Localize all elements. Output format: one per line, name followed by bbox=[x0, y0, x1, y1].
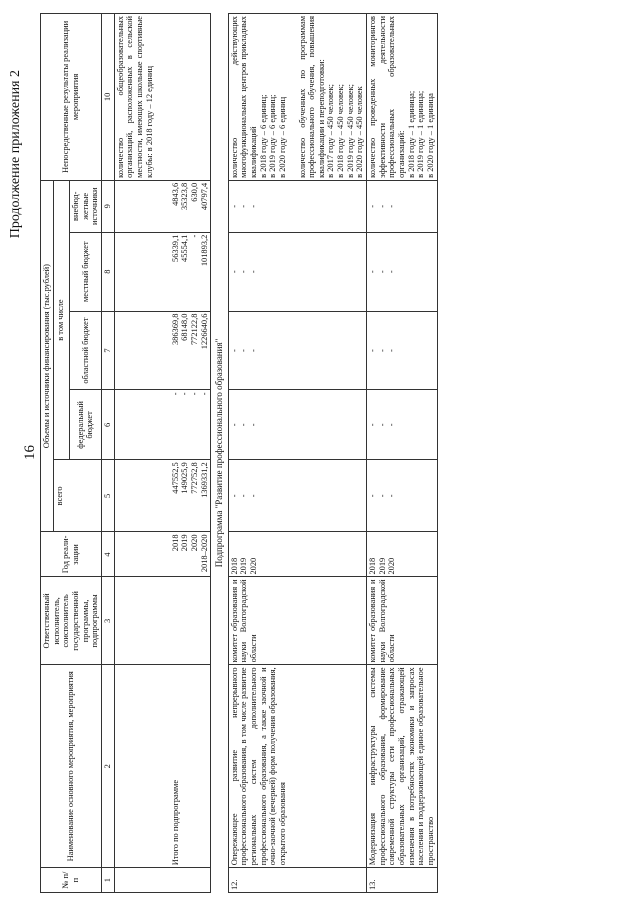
result-line: в 2019 году – 6 единиц; bbox=[268, 94, 278, 178]
subtotal-year: 2018 bbox=[170, 534, 180, 552]
subtotal-regional: 386369,8 bbox=[170, 313, 180, 345]
col-number: 8 bbox=[101, 232, 114, 311]
subtotal-extrabudget: 35323,8 bbox=[180, 182, 190, 211]
federal-value: - bbox=[368, 423, 378, 427]
federal-value: - bbox=[387, 423, 397, 427]
col-number: 4 bbox=[101, 532, 114, 577]
col-number: 5 bbox=[101, 460, 114, 532]
extrabudget-value: - bbox=[387, 204, 397, 208]
result-line: в 2020 году – 450 человек bbox=[355, 86, 365, 178]
federal-value: - bbox=[248, 423, 258, 427]
result-line: количество действующих многофункциональных центров прикладных квалификаций bbox=[229, 16, 258, 178]
result-line: в 2018 году – 1 единица; bbox=[406, 90, 416, 178]
column-numbers-row bbox=[101, 14, 114, 893]
col-number: 3 bbox=[101, 577, 114, 665]
activity-name: Опережающее развитие непрерывного профессионального образования, в том числе развитие региональных систем дополнительного профессионального образования, а также заочной и очно-заочной (вечерней) форм получения образования, открытого образования bbox=[228, 665, 367, 868]
subtotal-local: - bbox=[189, 234, 199, 238]
result-line: в 2018 году – 450 человек; bbox=[336, 83, 346, 178]
subtotal-regional: 772122,8 bbox=[189, 313, 199, 345]
extrabudget-value: - bbox=[239, 204, 249, 208]
responsible-executor: комитет образования и науки Волгоградской области bbox=[367, 577, 438, 665]
extrabudget-value: - bbox=[248, 204, 258, 208]
subtotal-local: 45554,1 bbox=[180, 234, 190, 262]
subtotal-federal: - bbox=[189, 392, 199, 396]
result-line: в 2020 году – 6 единиц bbox=[277, 96, 287, 178]
col-number: 2 bbox=[101, 665, 114, 868]
header-including: в том числе bbox=[53, 180, 69, 459]
regional-value: - bbox=[368, 349, 378, 352]
subprogram-title: Подпрограмма "Развитие профессионального образования" bbox=[211, 14, 228, 893]
header-responsible: Ответственный исполнитель, соисполнитель государственной программы, подпрограммы bbox=[41, 577, 102, 665]
page-number: 16 bbox=[22, 445, 38, 460]
subtotal-extrabudget: 4843,6 bbox=[170, 182, 180, 206]
extrabudget-value: - bbox=[229, 204, 239, 208]
result-line: количество проведенных мониторингов эффективности деятельности профессиональных образовательных организаций: bbox=[368, 16, 407, 178]
local-value: - bbox=[387, 270, 397, 274]
header-extrabudget: внебюд-жетные источники bbox=[69, 180, 101, 232]
header-name: Наименование основного мероприятия, мероприятия bbox=[41, 665, 102, 868]
subtotal-extrabudget: 40797,4 bbox=[199, 182, 209, 211]
col-number: 1 bbox=[101, 868, 114, 893]
subtotal-year: 2020 bbox=[189, 534, 199, 552]
subtotal-total: 1369331,2 bbox=[199, 462, 209, 498]
col-number: 6 bbox=[101, 390, 114, 460]
year-value: 2019 bbox=[239, 557, 249, 575]
header-result: Непосредственные результаты реализации мероприятия bbox=[41, 14, 102, 181]
total-value: - bbox=[248, 494, 258, 498]
subtotal-local: 101893,2 bbox=[199, 234, 209, 267]
result-line: в 2017 году – 450 человек; bbox=[326, 83, 336, 178]
local-value: - bbox=[368, 270, 378, 274]
subtotal-year: 2018–2020 bbox=[199, 534, 209, 573]
local-value: - bbox=[239, 270, 249, 274]
header-no: № п/п bbox=[41, 868, 102, 893]
subtotal-extrabudget: 630,0 bbox=[189, 182, 199, 202]
header-federal: федеральный бюджет bbox=[69, 390, 101, 460]
subtotal-regional: 1226640,6 bbox=[199, 313, 209, 350]
regional-value: - bbox=[248, 349, 258, 352]
table-row bbox=[228, 14, 367, 893]
header-regional: областной бюджет bbox=[69, 311, 101, 390]
total-value: - bbox=[239, 494, 249, 498]
total-value: - bbox=[387, 494, 397, 498]
row-number: 12. bbox=[228, 868, 367, 893]
result-line: в 2019 году – 450 человек; bbox=[345, 83, 355, 178]
subtotal-local: 56339,1 bbox=[170, 234, 180, 262]
regional-value: - bbox=[239, 349, 249, 352]
result-spacer bbox=[288, 16, 298, 178]
year-value: 2018 bbox=[229, 557, 239, 575]
header-funding: Объемы и источники финансирования (тыс.рублей) bbox=[41, 180, 54, 532]
header-year: Год реали-зации bbox=[41, 532, 102, 577]
year-value: 2020 bbox=[248, 557, 258, 575]
regional-value: - bbox=[377, 349, 387, 352]
header-total: всего bbox=[53, 460, 101, 532]
subtotal-year: 2019 bbox=[180, 534, 190, 552]
result-line: в 2018 году – 6 единиц; bbox=[258, 94, 268, 178]
local-value: - bbox=[229, 270, 239, 274]
subtotal-regional: 68148,0 bbox=[180, 313, 190, 341]
subtotal-label: Итого по подпрограмме bbox=[114, 665, 211, 868]
local-value: - bbox=[377, 270, 387, 274]
result-line: в 2019 году – 1 единица; bbox=[416, 90, 426, 178]
federal-value: - bbox=[239, 423, 249, 427]
header-local: местный бюджет bbox=[69, 232, 101, 311]
program-table bbox=[40, 13, 438, 893]
local-value: - bbox=[248, 270, 258, 274]
col-number: 10 bbox=[101, 14, 114, 181]
federal-value: - bbox=[377, 423, 387, 427]
regional-value: - bbox=[387, 349, 397, 352]
regional-value: - bbox=[229, 349, 239, 352]
table-row bbox=[367, 14, 438, 893]
subtotal-total: 772752,8 bbox=[189, 462, 199, 494]
extrabudget-value: - bbox=[377, 204, 387, 208]
col-number: 9 bbox=[101, 180, 114, 232]
previous-result: количество общеобразовательных организаций, расположенных в сельской местности, имеющих школьные спортивные клубы: в 2018 году – 12 единиц bbox=[114, 14, 211, 181]
year-value: 2020 bbox=[387, 557, 397, 575]
subtotal-total: 149025,9 bbox=[180, 462, 190, 494]
subtotal-federal: - bbox=[170, 392, 180, 396]
row-number: 13. bbox=[367, 868, 438, 893]
table-row bbox=[114, 14, 211, 893]
year-value: 2019 bbox=[377, 557, 387, 575]
continuation-note: Продолжение приложения 2 bbox=[8, 70, 23, 239]
result-line: количество обученных по программам профессионального обучения, повышения квалификации и переподготовки: bbox=[297, 16, 326, 178]
result-cell bbox=[367, 14, 438, 181]
responsible-executor: комитет образования и науки Волгоградской области bbox=[228, 577, 367, 665]
activity-name: Модернизация инфраструктуры системы профессионального образования, формирование современной структуры сети профессиональных образовательных организаций, отражающей изменения в потребностях экономики и запросах населения и поддерживающей единое образовательное пространство bbox=[367, 665, 438, 868]
col-number: 7 bbox=[101, 311, 114, 390]
result-cell bbox=[228, 14, 367, 181]
subtotal-total: 447552,5 bbox=[170, 462, 180, 494]
total-value: - bbox=[229, 494, 239, 498]
total-value: - bbox=[377, 494, 387, 498]
subtotal-federal: - bbox=[180, 392, 190, 396]
year-value: 2018 bbox=[368, 557, 378, 575]
total-value: - bbox=[368, 494, 378, 498]
federal-value: - bbox=[229, 423, 239, 427]
subprogram-row bbox=[211, 14, 228, 893]
extrabudget-value: - bbox=[368, 204, 378, 208]
result-line: в 2020 году – 1 единица bbox=[426, 93, 436, 178]
subtotal-federal: - bbox=[199, 392, 209, 396]
